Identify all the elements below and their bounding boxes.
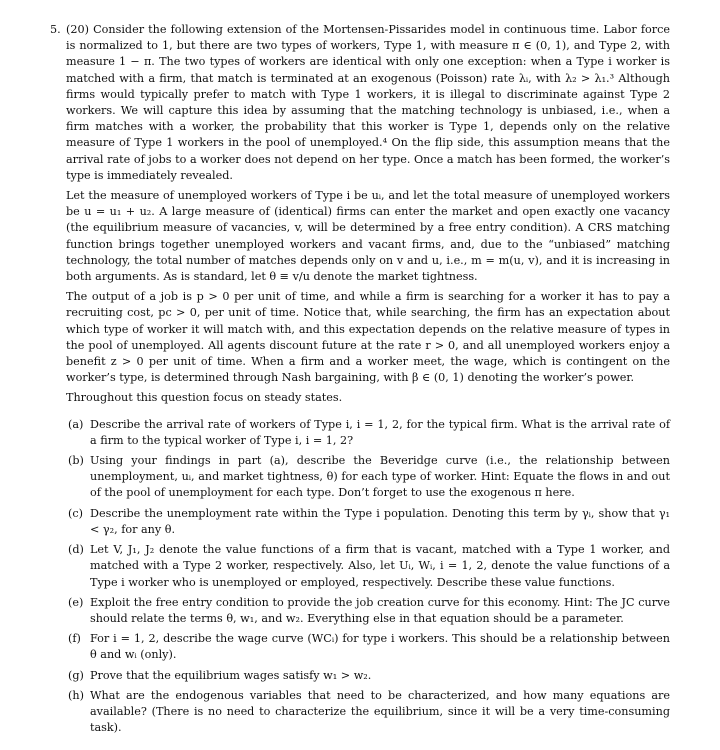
question-block	[50, 22, 670, 740]
part-text: Describe the arrival rate of workers of Type i, i = 1, 2, for the typical firm. What is the arrival rate of a firm to the typical worker of Type i, i = 1, 2?	[90, 417, 670, 447]
part-f	[68, 631, 670, 663]
part-label: (a)	[68, 417, 84, 431]
part-b	[68, 453, 670, 502]
part-label: (f)	[68, 632, 81, 646]
part-g	[68, 668, 670, 684]
part-d	[68, 542, 670, 591]
paragraph-model-setup: (20) Consider the following extension of the Mortensen-Pissarides model in continuous time. Labor force is normalized to 1, but there are two types of workers, Type 1, with measure π ∈ (0, 1), and Type 2, with measure 1 − π. The two types of workers are identical with only one exception: when a Type i worker is matched with a firm, that match is terminated at an exogenous (Poisson) rate λᵢ, with λ₂ > λ₁.³ Although firms would typically prefer to match with Type 1 workers, it is illegal to discriminate against Type 2 workers. We will capture this idea by assuming that the matching technology is unbiased, i.e., when a firm matches with a worker, the probability that this worker is Type 1, depends only on the relative measure of Type 1 workers in the pool of unemployed.⁴ On the flip side, this assumption means that the arrival rate of jobs to a worker does not depend on her type. Once a match has been formed, the worker’s type is immediately revealed.	[66, 23, 670, 182]
part-e	[68, 595, 670, 627]
part-label: (e)	[68, 595, 84, 609]
part-text: Using your findings in part (a), describe the Beveridge curve (i.e., the relationship between unemployment, uᵢ, and market tightness, θ) for each type of worker. Hint: Equate the flows in and out of the pool of unemployment for each type. Don’t forget to use the exogenous π here.	[90, 454, 670, 500]
part-label: (d)	[68, 543, 84, 557]
part-a	[68, 417, 670, 449]
paragraph-matching: Let the measure of unemployed workers of Type i be uᵢ, and let the total measure of unemployed workers be u = u₁ + u₂. A large measure of (identical) firms can enter the market and open exactly one vacancy (the equilibrium measure of vacancies, v, will be determined by a free entry condition). A CRS matching function brings together unemployed workers and vacant firms, and, due to the “unbiased” matching technology, the total number of matches depends only on v and u, i.e., m = m(u, v), and it is increasing in both arguments. As is standard, let θ ≡ v/u denote the market tightness.	[66, 189, 670, 284]
part-label: (g)	[68, 668, 84, 682]
question-parts-list	[66, 417, 670, 737]
part-text: Let V, J₁, J₂ denote the value functions of a firm that is vacant, matched with a Type 1 worker, and matched with a Type 2 worker, respectively. Also, let Uᵢ, Wᵢ, i = 1, 2, denote the value functions of a Type i worker who is unemployed or employed, respectively. Describe these value functions.	[90, 543, 670, 589]
part-label: (h)	[68, 688, 84, 702]
paragraph-steady-states: Throughout this question focus on steady states.	[66, 391, 343, 405]
part-text: For i = 1, 2, describe the wage curve (WCᵢ) for type i workers. This should be a relationship between θ and wᵢ (only).	[90, 632, 670, 662]
part-h	[68, 688, 670, 737]
part-label: (b)	[68, 454, 84, 468]
part-text: Exploit the free entry condition to provide the job creation curve for this economy. Hint: The JC curve should relate the terms θ, w₁, and w₂. Everything else in that equation should be a parameter.	[90, 595, 670, 625]
question-number: 5.	[50, 23, 61, 36]
paragraph-output-wages: The output of a job is p > 0 per unit of time, and while a firm is searching for a worker it has to pay a recruiting cost, pc > 0, per unit of time. Notice that, while searching, the firm has an expectation about which type of worker it will match with, and this expectation depends on the relative measure of types in the pool of unemployed. All agents discount future at the rate r > 0, and all unemployed workers enjoy a benefit z > 0 per unit of time. When a firm and a worker meet, the wage, which is contingent on the worker’s type, is determined through Nash bargaining, with β ∈ (0, 1) denoting the worker’s power.	[66, 290, 670, 385]
part-c	[68, 506, 670, 538]
part-text: What are the endogenous variables that need to be characterized, and how many equations are available? (There is no need to characterize the equilibrium, since it will be a very time-consuming task).	[90, 688, 670, 735]
part-text: Prove that the equilibrium wages satisfy w₁ > w₂.	[90, 668, 372, 682]
part-text: Describe the unemployment rate within the Type i population. Denoting this term by γᵢ, show that γ₁ < γ₂, for any θ.	[90, 506, 670, 536]
part-label: (c)	[68, 506, 83, 520]
